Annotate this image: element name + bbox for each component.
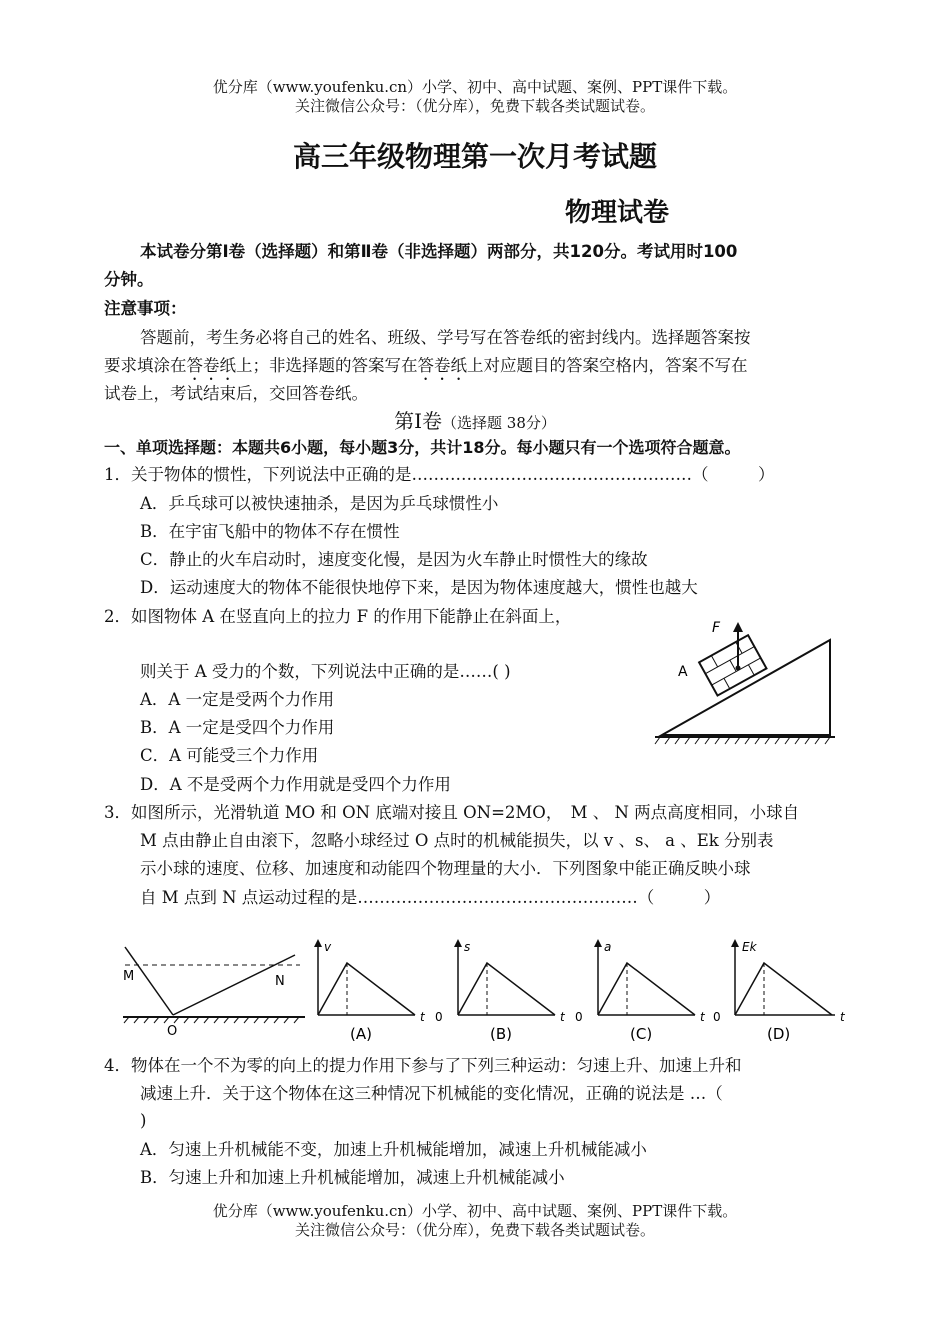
q2-stem-2: 则关于 A 受力的个数，下列说法中正确的是……( ) xyxy=(140,662,511,681)
notice-line-2e: 上对应题目的答案空格内，答案不写在 xyxy=(467,356,748,375)
notice-heading: 注意事项： xyxy=(104,299,187,318)
intro-line-1: 本试卷分第Ⅰ卷（选择题）和第Ⅱ卷（非选择题）两部分，共120分。考试用时100 xyxy=(140,242,738,261)
q2-option-b: B．A 一定是受四个力作用 xyxy=(140,718,335,737)
q4-line-3: ) xyxy=(140,1111,147,1130)
section-1-heading: 一、单项选择题：本题共6小题，每小题3分，共计18分。每小题只有一个选项符合题意。 xyxy=(104,438,741,457)
q4-line-2: 减速上升．关于这个物体在这三种情况下机械能的变化情况，正确的说法是 …（ xyxy=(140,1084,723,1103)
block-a xyxy=(699,635,766,695)
answer-sheet-emphasis-2: 答卷纸 xyxy=(417,356,467,375)
graph-d-origin: 0 xyxy=(713,1010,721,1024)
graph-b-origin: 0 xyxy=(435,1010,443,1024)
graph-a-curve xyxy=(318,963,415,1015)
q3-line-1: 3．如图所示，光滑轨道 MO 和 ON 底端对接且 ON=2MO， M 、 N 两点高度相同，小球自 xyxy=(104,803,800,822)
graph-a-y-arrow xyxy=(314,939,322,947)
point-m-label: M xyxy=(123,969,135,984)
force-arrow-head xyxy=(733,622,743,632)
q2-option-a: A．A 一定是受两个力作用 xyxy=(140,690,335,709)
force-label: F xyxy=(712,620,721,636)
graph-d-x-label: t xyxy=(840,1010,845,1024)
graph-a-y-label: v xyxy=(324,940,332,954)
graph-d-curve xyxy=(735,963,832,1015)
q3-line-4: 自 M 点到 N 点运动过程的是……………………………………………（ ） xyxy=(140,888,721,907)
graph-c-caption: (C) xyxy=(630,1025,653,1043)
q4-option-b: B．匀速上升和加速上升机械能增加，减速上升机械能减小 xyxy=(140,1168,565,1187)
q3-line-3: 示小球的速度、位移、加速度和动能四个物理量的大小．下列图象中能正确反映小球 xyxy=(140,859,751,878)
graph-c xyxy=(575,939,706,1043)
notice-line-2c: 上；非选择题的答案写在 xyxy=(236,356,418,375)
graph-a-caption: (A) xyxy=(350,1025,372,1043)
graph-c-x-label: t xyxy=(700,1010,705,1024)
graph-a-x-label: t xyxy=(420,1010,425,1024)
graph-d-y-arrow xyxy=(731,939,739,947)
section-1-title xyxy=(0,407,950,437)
graph-b-x-label: t xyxy=(560,1010,565,1024)
header-line-2: 关注微信公众号：（优分库），免费下载各类试题试卷。 xyxy=(294,97,655,115)
graph-c-origin: 0 xyxy=(575,1010,583,1024)
q1-option-a: A．乒乓球可以被快速抽杀，是因为乒乓球惯性小 xyxy=(140,494,499,513)
point-o-label: O xyxy=(167,1024,178,1039)
q1-stem: 1．关于物体的惯性，下列说法中正确的是……………………………………………（ ） xyxy=(104,465,775,484)
q3-line-2: M 点由静止自由滚下，忽略小球经过 O 点时的机械能损失，以 v 、s、 a 、Ek 分别表 xyxy=(140,831,774,850)
footer-line-2: 关注微信公众号：（优分库），免费下载各类试题试卷。 xyxy=(294,1221,655,1239)
page-title: 高三年级物理第一次月考试题 xyxy=(292,140,657,173)
header-line-1: 优分库（www.youfenku.cn）小学、初中、高中试题、案例、PPT课件下载。 xyxy=(212,78,738,96)
graph-b-y-arrow xyxy=(454,939,462,947)
q2-stem: 2．如图物体 A 在竖直向上的拉力 F 的作用下能静止在斜面上， xyxy=(104,607,572,626)
q4-option-a: A．匀速上升机械能不变，加速上升机械能增加，减速上升机械能减小 xyxy=(140,1140,647,1159)
footer-line-1: 优分库（www.youfenku.cn）小学、初中、高中试题、案例、PPT课件下载。 xyxy=(212,1202,738,1220)
graph-d-y-label: Ek xyxy=(742,940,757,954)
notice-line-2a: 要求填涂在 xyxy=(104,356,187,375)
q1-option-d: D．运动速度大的物体不能很快地停下来，是因为物体速度越大，惯性也越大 xyxy=(140,578,698,597)
graph-c-y-label: a xyxy=(604,940,612,954)
q1-option-c: C．静止的火车启动时，速度变化慢，是因为火车静止时惯性大的缘故 xyxy=(140,550,648,569)
q4-line-1: 4．物体在一个不为零的向上的提力作用下参与了下列三种运动：匀速上升、加速上升和 xyxy=(104,1056,742,1075)
ground-hatch xyxy=(655,737,830,744)
section-1-note: （选择题 38分） xyxy=(442,414,556,432)
point-n-label: N xyxy=(275,974,285,989)
page-subtitle: 物理试卷 xyxy=(565,198,670,228)
q2-option-d: D．A 不是受两个力作用就是受四个力作用 xyxy=(140,775,451,794)
graph-a xyxy=(314,939,426,1043)
notice-line-3: 试卷上，考试结束后，交回答卷纸。 xyxy=(104,384,368,403)
q2-option-c: C．A 可能受三个力作用 xyxy=(140,746,319,765)
graph-d xyxy=(713,939,846,1043)
section-1-label: 第Ⅰ卷 xyxy=(394,409,443,433)
graph-c-y-arrow xyxy=(594,939,602,947)
block-label: A xyxy=(678,664,688,680)
graph-b-curve xyxy=(458,963,555,1015)
graph-c-curve xyxy=(598,963,695,1015)
intro-line-2: 分钟。 xyxy=(104,270,154,289)
incline-figure xyxy=(650,612,840,747)
graph-b-caption: (B) xyxy=(490,1025,512,1043)
q1-option-b: B．在宇宙飞船中的物体不存在惯性 xyxy=(140,522,400,541)
graph-b xyxy=(435,939,566,1043)
graph-b-y-label: s xyxy=(464,940,471,954)
q3-figure xyxy=(115,935,855,1045)
answer-sheet-emphasis-1: 答卷纸 xyxy=(186,356,236,375)
graph-d-caption: (D) xyxy=(767,1025,791,1043)
notice-line-1: 答题前，考生务必将自己的姓名、班级、学号写在答卷纸的密封线内。选择题答案按 xyxy=(140,328,751,347)
